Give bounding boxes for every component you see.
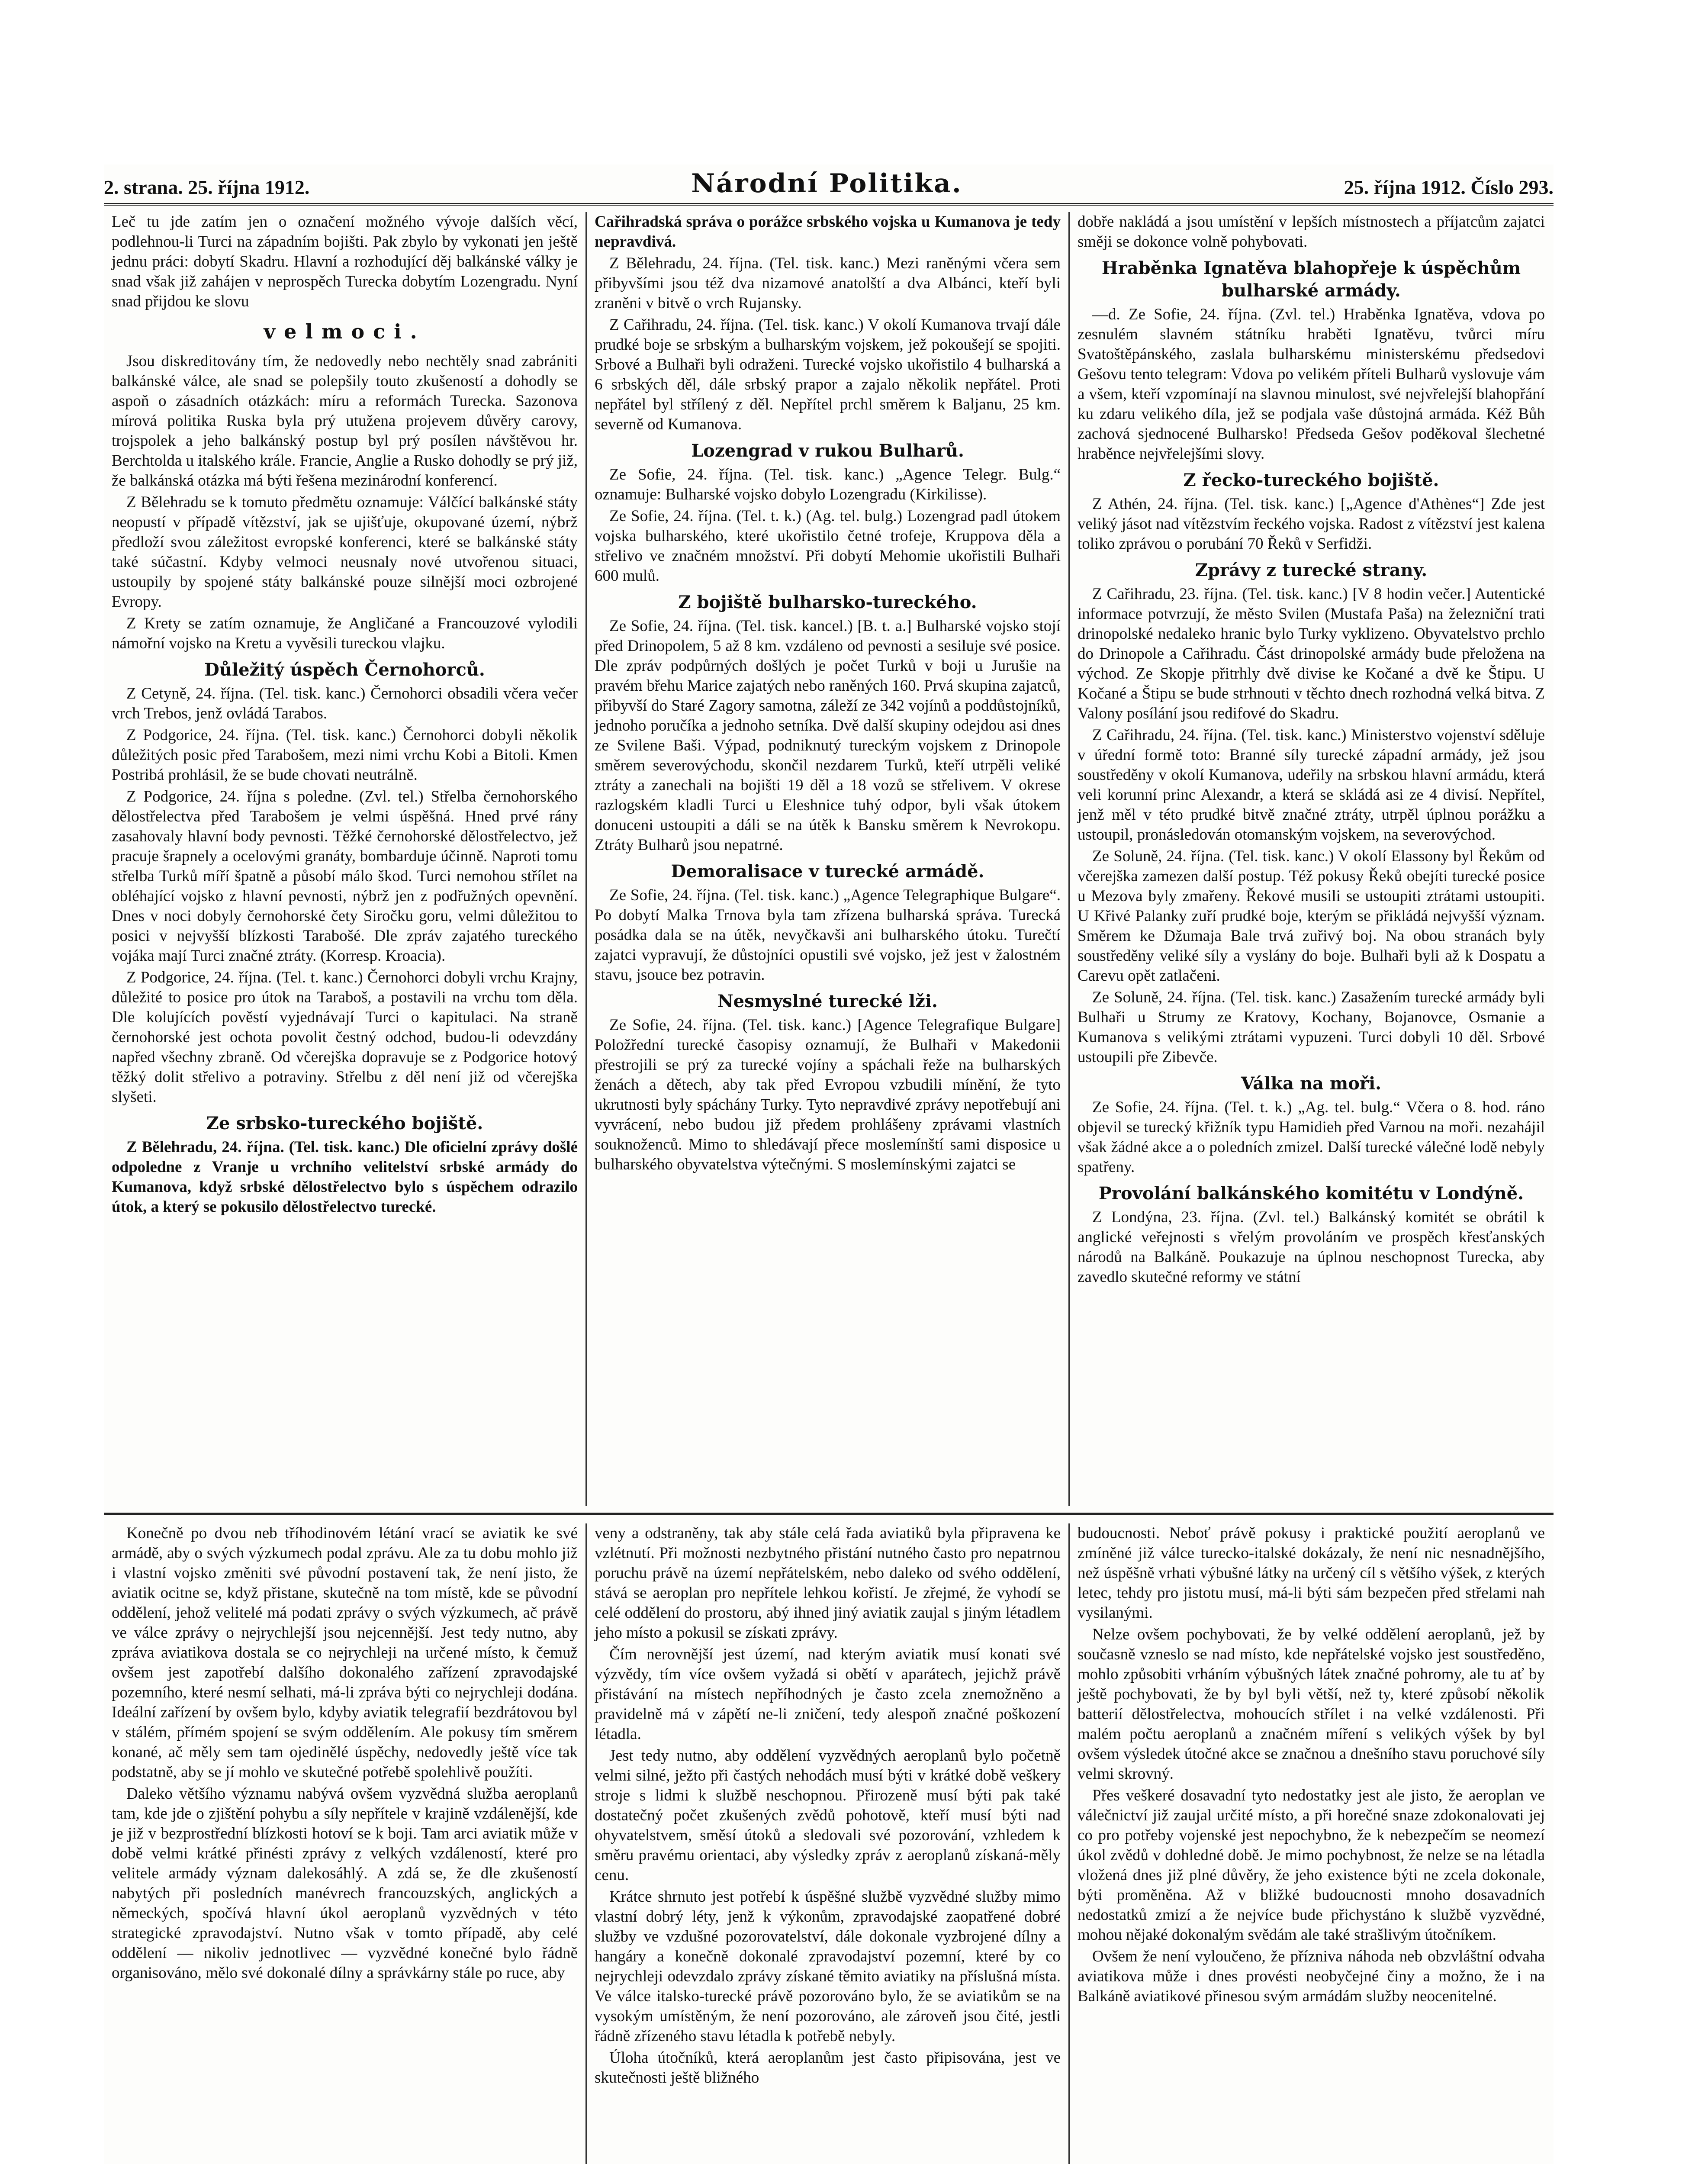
- paragraph: Konečně po dvou neb tříhodinovém létání vrací se aviatik ke své armádě, aby o svých výzkumech podal zprávu. Ale za tu dobu mohlo již i vlastní vojsko změniti své původní postavení tak, že není jisto, že aviatik ocitne se, když přistane, skutečně na tom místě, kde se původní oddělení, jehož velitelé má podati zprávy o svých výzkumech, ač právě ve válce zprávy o nejrychlejší jsou nejcennější. Jest tedy nutno, aby zpráva aviatikova dostala se co nejrychleji na určené místo, k čemuž ovšem jest zapotřebí dalšího dokonalého zařízení zpravodajské pozemního, které nesmí selhati, má-li zpráva býti co nejrychleji dodána. Ideální zařízení by ovšem bylo, kdyby aviatik telegrafií bezdrátovou byl v stálém, přímém spojení se svým oddělením. Ale pokusy tím směrem konané, ač měly sem tam ojedinělé úspěchy, nedovedly ještě více tak podstatně, aby se jí mohlo ve skutečné potřebě spolehlivě použíti.: [112, 1524, 578, 1781]
- paragraph: Ze Sofie, 24. října. (Tel. tisk. kanc.) [Agence Telegrafique Bulgare] Položřední turecké časopisy oznamují, že Bulhaři v Makedonii přestrojili se prý za turecké vojíny a spáchali řeže na bulharských ženách a dětech, aby tak před Evropou vzbudili mínění, že tyto ukrutnosti byly spáchány Turky. Tyto nepravdivé zprávy nepotřebují ani vyvrácení, nebo budou již předem prohlášeny zprávami vlastních souknoženců. Mimo to shledávají přece moslemínští sami disposice u bulharského obyvatelstva výtečnými. S moslemínskými zajatci se: [595, 1016, 1061, 1173]
- bottom-column-1: [104, 1523, 587, 2164]
- paragraph: Z Londýna, 23. října. (Zvl. tel.) Balkánský komitét se obrátil k anglické veřejnosti s vřelým provoláním ve prospěch křesťanských národů na Balkáně. Poukazuje na úplnou neschopnost Turecka, aby zavedlo skutečné reformy ve státní: [1078, 1208, 1545, 1286]
- paragraph: Z Cařihradu, 23. října. (Tel. tisk. kanc.) [V 8 hodin večer.] Autentické informace potvrzují, že město Svilen (Mustafa Paša) na železniční trati drinopolské nedaleko hranic bylo Turky vyklizeno. Obyvatelstvo prchlo do Drinopole a Cařihradu. Část drinopolské armády bude přeložena na východ. Ze Skopje přitrhly dvě divise ke Kočané a dvě ke Štipu. U Kočané a Štipu se bude strhnouti v těchto dnech rozhodná velká bitva. Z Valony posílání jsou redifové do Skadru.: [1078, 585, 1545, 722]
- paragraph: Leč tu jde zatím jen o označení možného vývoje dalších věcí, podlehnou-li Turci na západním bojišti. Pak zbylo by vykonati jen ještě jednu práci: dobytí Skadru. Hlavní a rozhodující děj balkánské války je snad však již zahájen v neprospěch Turecka dobytím Lozengradu. Nyní snad přijdou ke slovu: [112, 213, 578, 310]
- paragraph: Z Cařihradu, 24. října. (Tel. tisk. kanc.) Ministerstvo vojenství sděluje v úřední formě toto: Branné síly turecké západní armády, jež jsou soustředěny v okolí Kumanova, udeřily na srbskou hlavní armádu, která veli korunní princ Alexandr, a která se skládá asi ze 4 divisí. Nepřítel, jenž měl v této prudké bitvě značné ztráty, utrpěl úplnou porážku a ustoupil, pronásledován otomanským vojskem, na severovýchod.: [1078, 726, 1545, 844]
- paragraph: budoucnosti. Neboť právě pokusy i praktické použití aeroplanů ve zmíněné již válce turecko-italské dokázaly, že není nic nesnadnějšího, než úspěšně vrhati výbušné látky na určený cíl s většího výšek, z kterých letec, tehdy pro jistotu musí, má-li býti sám bezpečen před střelami nah vysilanými.: [1078, 1524, 1545, 1622]
- paragraph: Z Podgorice, 24. října. (Tel. t. kanc.) Černohorci dobyli vrchu Krajny, důležité to posice pro útok na Taraboš, a postavili na vrchu tom děla. Dle kolujících pověstí vyjednávají Turci o kapitulaci. Na straně černohorské jest ochota povolit čestný odchod, budou-li odevzdány napřed všechny zbraně. Od včerejška dopravuje se z Podgorice hotový těžký dolit střelivo a potraviny. Střelbu z děl není již od včerejška slyšeti.: [112, 969, 578, 1106]
- paragraph: Z Bělehradu, 24. října. (Tel. tisk. kanc.) Mezi raněnými včera sem přibyvšími jsou též dva nizamové anatolští a dva Albánci, kteří byli zraněni v bitvě o vrch Rujansky.: [595, 254, 1061, 312]
- paragraph: Úloha útočníků, která aeroplanům jest často připisována, jest ve skutečnosti ještě bližného: [595, 2049, 1061, 2087]
- paragraph: Čím nerovnější jest území, nad kterým aviatik musí konati své výzvědy, tím více ovšem vyžadá si obětí v aparátech, jejichž právě přistávání na místech nepříhodných je často zcela znemožněno a pravidelně má v zápětí ne-li zničení, tedy alespoň značné poškození létadla.: [595, 1646, 1061, 1743]
- paragraph: Ovšem že není vyloučeno, že přízniva náhoda neb obzvláštní odvaha aviatikova může i dnes provésti neobyčejné činy a možno, že i na Balkáně aviatikové přinesou svým armádám služby neocenitelné.: [1078, 1948, 1545, 2005]
- paragraph: Ze Sofie, 24. října. (Tel. tisk. kancel.) [B. t. a.] Bulharské vojsko stojí před Drinopolem, 5 až 8 km. vzdáleno od pevnosti a sesiluje své posice. Dle zpráv podpůrných došlých je počet Turků v boji u Jurušie na pravém břehu Marice zajatých nebo raněných 160. Prvá skupina zajatců, přibyvší do Staré Zagory samotna, záleží ze 342 vojínů a poddůstojníků, jednoho poručíka a jednoho setníka. Dvě další skupiny odejdou asi dnes ze Svilene Baši. Výpad, podniknutý tureckým vojskem z Drinopole směrem severovýchodu, skončil nezdarem Turků, kteří utrpěli veliké ztráty a zanechali na bojišti 19 děl a 18 vozů se střelivem. V okrese razlogském kladli Turci u Eleshnice tuhý odpor, byli však útokem donuceni ustoupiti a dáli se na útěk k Bansku směrem k Nevrokopu. Ztráty Bulharů jsou nepatrné.: [595, 617, 1061, 854]
- bottom-column-2: [587, 1523, 1070, 2164]
- section-heading: velmoci.: [264, 320, 426, 343]
- paragraph: Z Podgorice, 24. října. (Tel. tisk. kanc.) Černohorci dobyli několik důležitých posic před Tarabošem, mezi nimi vrchu Kobi a Bitoli. Kmen Postribá prohlásil, že se bude chovati neutrálně.: [112, 726, 578, 784]
- paragraph: Jsou diskreditovány tím, že nedovedly nebo nechtěly snad zabrániti balkánské válce, ale snad se polepšily touto zkušeností a dohodly se aspoň o zásadních otázkách: míru a reformách Turecka. Sazonova mírová politika Ruska byla prý utužena projevem důvěry carovy, trojspolek a jeho balkánský postup byl prý posílen návštěvou hr. Berchtolda u italského krále. Francie, Anglie a Rusko dohodly se prý již, že balkánská otázka má býti řešena mezinárodní konferencí.: [112, 352, 578, 489]
- masthead-date-left: 2. strana. 25. října 1912.: [104, 176, 310, 198]
- paragraph: Ze Sofie, 24. října. (Tel. t. k.) „Ag. tel. bulg.“ Včera o 8. hod. ráno objevil se turecký křižník typu Hamidieh před Varnou na moři. nezahájil však žádné akce a o poledních zmizel. Další turecké válečné lodě nebyly spatřeny.: [1078, 1098, 1545, 1176]
- section-heading: Z bojiště bulharsko-tureckého.: [678, 592, 977, 612]
- paragraph: Cařihradská správa o porážce srbského vojska u Kumanova je tedy nepravdivá.: [595, 213, 1061, 251]
- paragraph: —d. Ze Sofie, 24. října. (Zvl. tel.) Hraběnka Ignatěva, vdova po zesnulém slavném státníku hraběti Ignatěvu, tvůrci míru Svatoštěpánského, zaslala bulharskému ministerskému předsedovi Gešovu tento telegram: Vdova po velikém příteli Bulharů vyslovuje vám a všem, kteří vzpomínají na slavnou minulost, své nejvřelejší blahopřání ku zdaru velikého díla, jež se podjala vaše důstojná armáda. Kéž Bůh zachová sjednocené Bulharsko! Předseda Gešov poděkoval šlechetné hraběnce nejvřelejšími slovy.: [1078, 306, 1545, 463]
- paragraph: Z Bělehradu se k tomuto předmětu oznamuje: Válčící balkánské státy neopustí v případě vítězství, jak se ujišťuje, okupované území, nýbrž předloží svou záležitost evropské konferenci, které se balkánské státy také súčastní. Kdyby velmoci neusnaly nové utvořenou situaci, ustoupily by spojené státy balkánské pouze silnější moci ozbrojené Evropy.: [112, 493, 578, 611]
- column-1: [104, 212, 587, 1506]
- paragraph: Ze Sofie, 24. října. (Tel. tisk. kanc.) „Agence Telegraphique Bulgare“. Po dobytí Malka Trnova byla tam zřízena bulharská správa. Turecká posádka dala se na útěk, nevyčkavši ani bulharského útoku. Turečtí zajatci vypravují, že důstojníci opustili své vojsko, jež jest v žalostném stavu, jsouce bez potravin.: [595, 886, 1061, 984]
- paragraph: Nelze ovšem pochybovati, že by velké oddělení aeroplanů, jež by současně vzneslo se nad místo, kde nepřátelské vojsko jest soustředěno, mohlo způsobiti vrháním výbušných látek značné pohromy, ale tu ať by ještě pochybovati, že by byl byli větší, než ty, které způsobí několik batterií dělostřelectva, mohoucích střílet i na velké vzdálenosti. Při malém počtu aeroplanů a značném míření s velikých výšek by byl ovšem výsledek útočné akce se značnou a dnešního stavu poruchové síly velmi skrovný.: [1078, 1626, 1545, 1783]
- section-heading: Válka na moři.: [1241, 1073, 1382, 1094]
- section-heading: Z řecko-tureckého bojiště.: [1183, 470, 1439, 490]
- paragraph: Z Cařihradu, 24. října. (Tel. tisk. kanc.) V okolí Kumanova trvají dále prudké boje se srbským a bulharským vojskem, jež pokoušejí se spojiti. Srbové a Bulhaři byli odraženi. Turecké vojsko ukořistilo 4 bulharská a 6 srbských děl, dále srbský prapor a zajalo několik nepřátel. Proti nepřátel byl střílený z děl. Nepřítel prchl směrem k Baljanu, 25 km. severně od Kumanova.: [595, 316, 1061, 433]
- paragraph: Ze Sofie, 24. října. (Tel. t. k.) (Ag. tel. bulg.) Lozengrad padl útokem vojska bulharského, které ukořistilo četné trofeje, Kruppova děla a střelivo ve značném množství. Při dobytí Mehomie ukořistili Bulhaři 600 mulů.: [595, 507, 1061, 585]
- newspaper-page: [104, 164, 1554, 2164]
- section-heading: Zprávy z turecké strany.: [1195, 560, 1428, 580]
- newspaper-title: Národní Politika.: [691, 168, 962, 199]
- paragraph: Přes veškeré dosavadní tyto nedostatky jest ale jisto, že aeroplan ve válečnictví již zaujal určité místo, a při horečné snaze zdokonalovati jej co pro potřeby vojenské jest nepochybno, že k nebezpečím se neomezí úkol zvědů v dohledné době. Je mimo pochybnost, že nelze se na létadla vložená dnes již plné důvěry, že jeho existence býti ne zcela dokonale, býti proměněna. Až v bližké budoucnosti mnoho dosavadních nedostatků zmizí a že nejvíce bude přichystáno k službě vyzvědné, mohou nějaké dokonalým svědám ale také strašlivým útočníkem.: [1078, 1787, 1545, 1944]
- paragraph: dobře nakládá a jsou umístění v lepších místnostech a příjatcům zajatci směji se dokonce volně pohybovati.: [1078, 213, 1545, 251]
- paragraph: Ze Soluně, 24. října. (Tel. tisk. kanc.) Zasažením turecké armády byli Bulhaři u Strumy ze Kratovy, Kochany, Bojanovce, Osmanie a Kumanova s velikými ztrátami vypuzeni. Turci dobyli 10 děl. Srbové ustoupili pře Zibevče.: [1078, 989, 1545, 1066]
- section-heading: Hraběnka Ignatěva blahopřeje k úspěchům bulharské armády.: [1101, 258, 1521, 301]
- paragraph: Z Podgorice, 24. října s poledne. (Zvl. tel.) Střelba černohorského dělostřelectva před Tarabošem je velmi úspěšná. Hned prvé rány zasahovaly hlavní body pevnosti. Těžké černohorské dělostřelectvo, jež pracuje šrapnely a ocelovými granáty, bombarduje účinně. Naproti tomu střelba Turků míří špatně a působí málo škod. Turci nemohou střílet na obléhající vojsko z hlavní pevnosti, nýbrž jen z podřužných opevnění. Dnes v noci dobyly černohorské čety Siročku goru, velmi důležitou to posici v nejvyšší blízkosti Tarabošé. Dle zpráv zajatého tureckého vojáka mají Turci značné ztráty. (Korresp. Kroacia).: [112, 788, 578, 965]
- masthead: [104, 164, 1554, 206]
- paragraph: Z Athén, 24. října. (Tel. tisk. kanc.) [„Agence d'Athènes“] Zde jest veliký jásot nad vítězstvím řeckého vojska. Radost z vítězství jest kalena toliko zprávou o porubání 70 Řeků v Serfidži.: [1078, 495, 1545, 553]
- paragraph: Z Cetyně, 24. října. (Tel. tisk. kanc.) Černohorci obsadili včera večer vrch Trebos, jenž ovládá Tarabos.: [112, 685, 578, 722]
- paragraph: Krátce shrnuto jest potřebí k úspěšné službě vyzvědné služby mimo vlastní dobrý léty, jenž k výkonům, zpravodajské zaopatřené dobré služby ve vzdušné pozorovatelství, dále dokonale vyzbrojené dílny a hangáry a konečně dokonalé zpravodajství pozemní, které by co nejrychleji odevzdalo zprávy získané těmito aviatiky na příslušná místa. Ve válce italsko-turecké právě pozorováno bylo, že se aviatikům se na vysokým umístěným, že není pozorováno, ale zároveň jsou čité, jestli řádně zřízeného stavu létadla k potřebě nebyly.: [595, 1888, 1061, 2045]
- paragraph: Jest tedy nutno, aby oddělení vyzvědných aeroplanů bylo početně velmi silné, ježto při častých nehodách musí býti v krátké době veškery stroje s lidmi k službě neschopnou. Přirozeně musí býti pak také dostatečný počet zkušených zvědů pohotově, kteří musí býti nad ohyvatelstvem, směsí útoků a sledovali své pozorování, vzhledem k směru pravému orientaci, aby výsledky zpráv z aeroplanů získaná-měly cenu.: [595, 1747, 1061, 1884]
- column-3: [1070, 212, 1553, 1506]
- section-heading: Důležitý úspěch Černohorců.: [204, 660, 485, 680]
- section-heading: Ze srbsko-tureckého bojiště.: [206, 1113, 483, 1134]
- section-divider: [104, 1513, 1554, 1515]
- top-section: [104, 212, 1554, 1506]
- column-2: [587, 212, 1070, 1506]
- section-heading: Demoralisace v turecké armádě.: [671, 861, 984, 882]
- paragraph: Ze Sofie, 24. října. (Tel. tisk. kanc.) „Agence Telegr. Bulg.“ oznamuje: Bulharské vojsko dobylo Lozengradu (Kirkilisse).: [595, 466, 1061, 503]
- feuilleton-section: [104, 1523, 1554, 2164]
- paragraph: Ze Soluně, 24. října. (Tel. tisk. kanc.) V okolí Elassony byl Řekům od včerejška zamezen další postup. Též pokusy Řeků obejíti turecké posice u Mezova byly zmařeny. Řekové musili se ustoupiti ztrátami ustoupiti. U Křivé Palanky zuří prudké boje, kterým se přikládá nejvyšší význam. Směrem ke Džumaja Bale trvá zuřivý boj. Na obou stranách byly soustředěny veliké síly a vyslány do boje. Bulhaři byli až k Dospatu a Carevu opět zatlačeni.: [1078, 847, 1545, 985]
- paragraph: Daleko většího významu nabývá ovšem vyzvědná služba aeroplanů tam, kde jde o zjištění pohybu a síly nepřítele v krajině vzdálenější, kde je již v bezprostřední blízkosti hotoví se k boji. Tam arci aviatik může v době velmi krátké přinésti zprávy z velkých vzdáleností, které pro velitele armády význam dalekosáhlý. A zdá se, že dle zkušeností nabytých při posledních manévrech francouzských, anglických a německých, spočívá hlavní úkol aeroplanů vyzvědných v této strategické zpravodajství. Nutno však v tomto případě, aby celé oddělení — nikoliv jednotlivec — vyzvědné konečné bylo řádně organisováno, mělo své dokonalé dílny a správkárny stále po ruce, aby: [112, 1785, 578, 1982]
- paragraph: Z Krety se zatím oznamuje, že Angličané a Francouzové vylodili námořní vojsko na Kretu a vyvěsili tureckou vlajku.: [112, 615, 578, 652]
- section-heading: Provolání balkánského komitétu v Londýně.: [1098, 1183, 1524, 1204]
- section-heading: Nesmyslné turecké lži.: [717, 991, 938, 1011]
- paragraph: Z Bělehradu, 24. října. (Tel. tisk. kanc.) Dle oficielní zprávy došlé odpoledne z Vranje u vrchního velitelství srbské armády do Kumanova, když srbské dělostřelectvo bylo s úspěchem odrazilo útok, a který se pokusilo dělostřelectvo turecké.: [112, 1138, 578, 1216]
- section-heading: Lozengrad v rukou Bulharů.: [691, 441, 964, 461]
- masthead-date-right: 25. října 1912. Číslo 293.: [1344, 176, 1554, 198]
- paragraph: veny a odstraněny, tak aby stále celá řada aviatiků byla připravena ke vzlétnutí. Při možnosti nezbytného přistání nutného často pro nepatrnou poruchu právě na území nepřátelském, nebo daleko od svého oddělení, stává se aeroplan pro nepřítele lehkou kořistí. Je zřejmé, že vyhodí se celé oddělení do prostoru, abý ihned jiný aviatik zaujal s jiným létadlem jeho místo a pokusil se získati zprávy.: [595, 1524, 1061, 1642]
- bottom-column-3: [1070, 1523, 1553, 2164]
